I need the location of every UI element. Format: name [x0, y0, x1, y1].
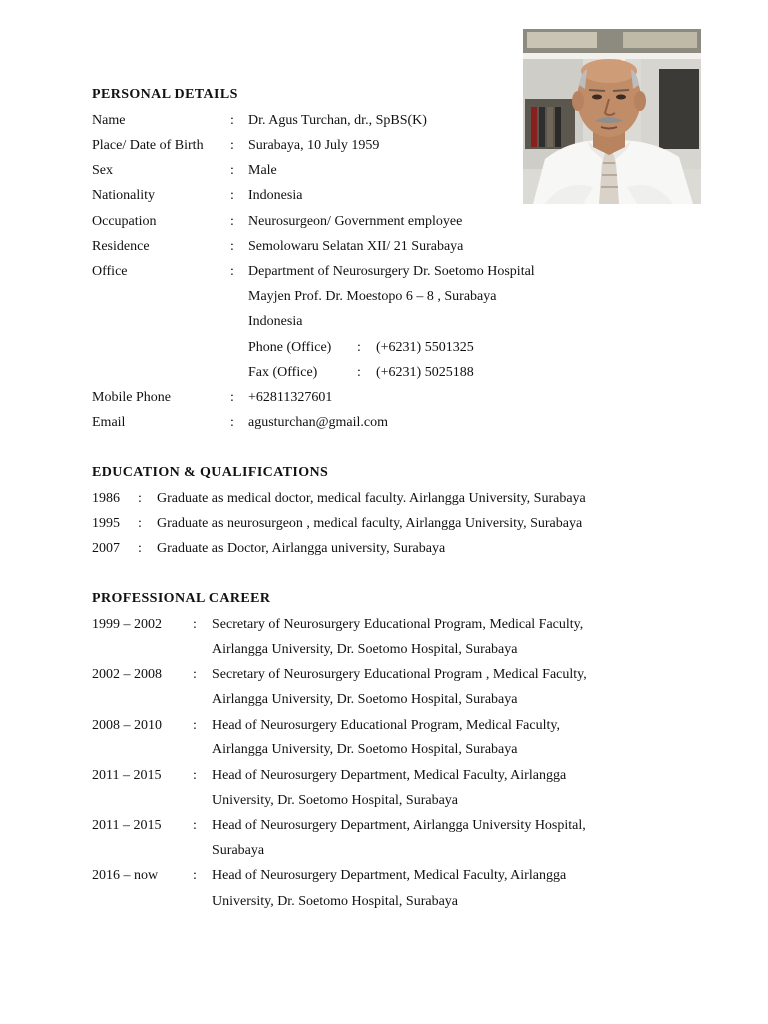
- sex-label: Sex: [92, 163, 113, 178]
- career-colon: :: [193, 768, 197, 783]
- office-phone-colon: :: [357, 340, 361, 355]
- residence-colon: :: [230, 239, 234, 254]
- sex-colon: :: [230, 163, 234, 178]
- office-phone-value: (+6231) 5501325: [376, 340, 474, 355]
- name-value: Dr. Agus Turchan, dr., SpBS(K): [248, 113, 427, 128]
- occupation-colon: :: [230, 214, 234, 229]
- office-phone-label: Phone (Office): [248, 340, 332, 355]
- education-text: Graduate as neurosurgeon , medical faculty, Airlangga University, Surabaya: [157, 516, 583, 531]
- education-year: 1995: [92, 516, 120, 531]
- residence-label: Residence: [92, 239, 150, 254]
- section-heading-career: PROFESSIONAL CAREER: [92, 591, 271, 606]
- email-colon: :: [230, 415, 234, 430]
- office-label: Office: [92, 264, 128, 279]
- career-colon: :: [193, 718, 197, 733]
- career-text-line1: Head of Neurosurgery Educational Program, Medical Faculty,: [212, 718, 560, 733]
- birth-label: Place/ Date of Birth: [92, 138, 204, 153]
- office-address-line: Mayjen Prof. Dr. Moestopo 6 – 8 , Surabaya: [248, 289, 497, 304]
- email-value: agusturchan@gmail.com: [248, 415, 389, 430]
- career-period: 2011 – 2015: [92, 768, 162, 783]
- career-colon: :: [193, 818, 197, 833]
- education-text: Graduate as Doctor, Airlangga university, Surabaya: [157, 541, 446, 556]
- education-colon: :: [138, 541, 142, 556]
- education-colon: :: [138, 491, 142, 506]
- profile-photo: [523, 29, 701, 204]
- email-label: Email: [92, 415, 126, 430]
- nationality-value: Indonesia: [248, 188, 303, 203]
- education-year: 1986: [92, 491, 120, 506]
- office-value: Department of Neurosurgery Dr. Soetomo Hospital: [248, 264, 535, 279]
- name-colon: :: [230, 113, 234, 128]
- office-colon: :: [230, 264, 234, 279]
- career-text-line2: Surabaya: [212, 843, 265, 858]
- career-colon: :: [193, 868, 197, 883]
- residence-value: Semolowaru Selatan XII/ 21 Surabaya: [248, 239, 464, 254]
- name-label: Name: [92, 113, 126, 128]
- office-country-line: Indonesia: [248, 314, 303, 329]
- education-colon: :: [138, 516, 142, 531]
- career-period: 1999 – 2002: [92, 617, 162, 632]
- career-period: 2016 – now: [92, 868, 159, 883]
- career-period: 2011 – 2015: [92, 818, 162, 833]
- career-text-line1: Secretary of Neurosurgery Educational Program, Medical Faculty,: [212, 617, 584, 632]
- career-colon: :: [193, 667, 197, 682]
- career-text-line2: Airlangga University, Dr. Soetomo Hospital, Surabaya: [212, 692, 518, 707]
- birth-colon: :: [230, 138, 234, 153]
- education-text: Graduate as medical doctor, medical faculty. Airlangga University, Surabaya: [157, 491, 586, 506]
- office-fax-colon: :: [357, 365, 361, 380]
- mobile-value: +62811327601: [248, 390, 333, 405]
- nationality-colon: :: [230, 188, 234, 203]
- career-text-line1: Head of Neurosurgery Department, Airlangga University Hospital,: [212, 818, 586, 833]
- occupation-value: Neurosurgeon/ Government employee: [248, 214, 463, 229]
- mobile-label: Mobile Phone: [92, 390, 171, 405]
- career-text-line2: Airlangga University, Dr. Soetomo Hospital, Surabaya: [212, 742, 518, 757]
- sex-value: Male: [248, 163, 277, 178]
- career-period: 2002 – 2008: [92, 667, 162, 682]
- career-text-line2: Airlangga University, Dr. Soetomo Hospital, Surabaya: [212, 642, 518, 657]
- career-text-line1: Head of Neurosurgery Department, Medical Faculty, Airlangga: [212, 868, 567, 883]
- occupation-label: Occupation: [92, 214, 157, 229]
- education-year: 2007: [92, 541, 120, 556]
- career-colon: :: [193, 617, 197, 632]
- career-period: 2008 – 2010: [92, 718, 162, 733]
- career-text-line1: Head of Neurosurgery Department, Medical Faculty, Airlangga: [212, 768, 567, 783]
- section-heading-education: EDUCATION & QUALIFICATIONS: [92, 465, 329, 480]
- section-heading-personal: PERSONAL DETAILS: [92, 87, 238, 102]
- career-text-line2: University, Dr. Soetomo Hospital, Surabaya: [212, 894, 459, 909]
- nationality-label: Nationality: [92, 188, 155, 203]
- office-fax-label: Fax (Office): [248, 365, 318, 380]
- birth-value: Surabaya, 10 July 1959: [248, 138, 380, 153]
- career-text-line2: University, Dr. Soetomo Hospital, Surabaya: [212, 793, 459, 808]
- mobile-colon: :: [230, 390, 234, 405]
- office-fax-value: (+6231) 5025188: [376, 365, 474, 380]
- career-text-line1: Secretary of Neurosurgery Educational Program , Medical Faculty,: [212, 667, 587, 682]
